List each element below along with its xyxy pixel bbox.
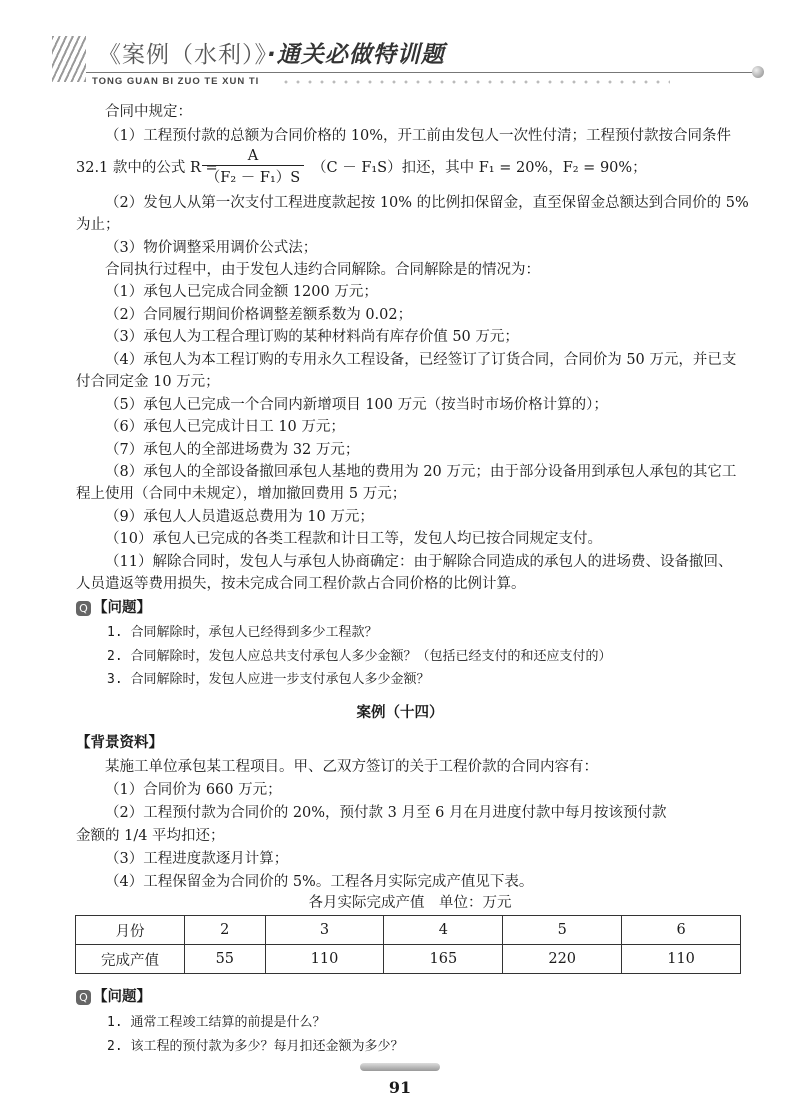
page-number: 91 (388, 1078, 412, 1097)
termination-intro: 合同执行过程中，由于发包人违约合同解除。合同解除是的情况为： (105, 262, 540, 278)
contract-intro: 合同中规定： (105, 104, 192, 120)
case-title: 案例（十四） (356, 704, 444, 721)
clause-3: （3）物价调整采用调价公式法； (105, 240, 318, 256)
clause-1-line-b-post: （C － F₁S）扣还，其中 F₁ = 20%，F₂ = 90%； (312, 160, 647, 176)
fact-1: （1）承包人已完成合同金额 1200 万元； (105, 284, 378, 300)
fact-6: （6）承包人已完成计日工 10 万元； (105, 419, 345, 435)
table-row-label: 完成产值 (76, 945, 185, 974)
table-cell: 110 (622, 945, 741, 974)
monthly-output-table (75, 915, 741, 974)
clause-1-line-a: （1）工程预付款的总额为合同价格的 10%，开工前由发包人一次性付清；工程预付款按合同条件 (105, 128, 732, 144)
table-cell: 165 (384, 945, 503, 974)
formula-fraction (202, 148, 304, 187)
formula-denominator: （F₂ － F₁）S (205, 170, 301, 186)
fact-8-line-a: （8）承包人的全部设备撤回承包人基地的费用为 20 万元；由于部分设备用到承包人承包的其它工 (105, 464, 737, 480)
clause-2-line-b: 为止； (76, 217, 120, 233)
table-cell: 6 (622, 916, 741, 945)
fact-8-line-b: 程上使用（合同中未规定），增加撤回费用 5 万元； (76, 486, 407, 502)
fact-4-line-a: （4）承包人为本工程订购的专用永久工程设备，已经签订了订货合同，合同价为 50 万元，并已支 (105, 352, 737, 368)
background-line-6: （4）工程保留金为合同价的 5%。工程各月实际完成产值见下表。 (105, 874, 534, 890)
question-heading-1: Q 【问题】 (76, 598, 151, 618)
question-2-2: 2. 该工程的预付款为多少？每月扣还金额为多少？ (107, 1039, 404, 1054)
header-ball-decoration (752, 66, 764, 78)
fact-4-line-b: 付合同定金 10 万元； (76, 374, 220, 390)
header-title: 《案例（水利）》·通关必做特训题 (98, 42, 445, 68)
header-dots-decoration (280, 80, 670, 84)
question-1-3: 3. 合同解除时，发包人应进一步支付承包人多少金额？ (107, 672, 430, 687)
fact-3: （3）承包人为工程合理订购的某种材料尚有库存价值 50 万元； (105, 329, 519, 345)
fact-2: （2）合同履行期间价格调整差额系数为 0.02； (105, 307, 413, 323)
background-line-3: （2）工程预付款为合同价的 20%，预付款 3 月至 6 月在月进度付款中每月按该预付款 (105, 805, 667, 821)
background-line-5: （3）工程进度款逐月计算； (105, 851, 289, 867)
fact-11-line-a: （11）解除合同时，发包人与承包人协商确定：由于解除合同造成的承包人的进场费、设备撤回、 (105, 554, 733, 570)
header-stripes-decoration (52, 36, 86, 82)
fact-7: （7）承包人的全部进场费为 32 万元； (105, 442, 360, 458)
table-row-label: 月份 (76, 916, 185, 945)
background-line-2: （1）合同价为 660 万元； (105, 782, 282, 798)
formula-numerator: A (202, 148, 304, 166)
fact-11-line-b: 人员遣返等费用损失，按未完成合同工程价款占合同价格的比例计算。 (76, 576, 526, 592)
question-heading-2: Q 【问题】 (76, 987, 151, 1007)
table-cell: 3 (265, 916, 384, 945)
table-cell: 5 (503, 916, 622, 945)
table-row (76, 945, 741, 974)
table-cell: 220 (503, 945, 622, 974)
header-rule (86, 72, 756, 73)
table-cell: 110 (265, 945, 384, 974)
clause-1-line-b-pre: 32.1 款中的公式 R = (76, 160, 218, 176)
page-number-bar-decoration (360, 1063, 440, 1071)
background-line-4: 金额的 1/4 平均扣还； (76, 828, 225, 844)
clause-2-line-a: （2）发包人从第一次支付工程进度款起按 10% 的比例扣保留金，直至保留金总额达到合同价的 5% (105, 195, 749, 211)
background-line-1: 某施工单位承包某工程项目。甲、乙双方签订的关于工程价款的合同内容有： (105, 759, 598, 775)
background-title: 【背景资料】 (76, 734, 163, 751)
question-1-2: 2. 合同解除时，发包人应总共支付承包人多少金额？（包括已经支付的和还应支付的） (107, 649, 612, 664)
table-caption: 各月实际完成产值 单位：万元 (308, 895, 512, 911)
question-2-1: 1. 通常工程竣工结算的前提是什么？ (107, 1015, 326, 1030)
question-icon: Q (76, 990, 91, 1005)
fact-5: （5）承包人已完成一个合同内新增项目 100 万元（按当时市场价格计算的）； (105, 397, 608, 413)
table-cell: 4 (384, 916, 503, 945)
table-row (76, 916, 741, 945)
table-cell: 55 (185, 945, 266, 974)
header-subtitle: TONG GUAN BI ZUO TE XUN TI (92, 76, 265, 87)
question-1-1: 1. 合同解除时，承包人已经得到多少工程款？ (107, 625, 378, 640)
question-icon: Q (76, 601, 91, 616)
fact-10: （10）承包人已完成的各类工程款和计日工等，发包人均已按合同规定支付。 (105, 531, 602, 547)
fact-9: （9）承包人人员遣返总费用为 10 万元； (105, 509, 374, 525)
table-cell: 2 (185, 916, 266, 945)
